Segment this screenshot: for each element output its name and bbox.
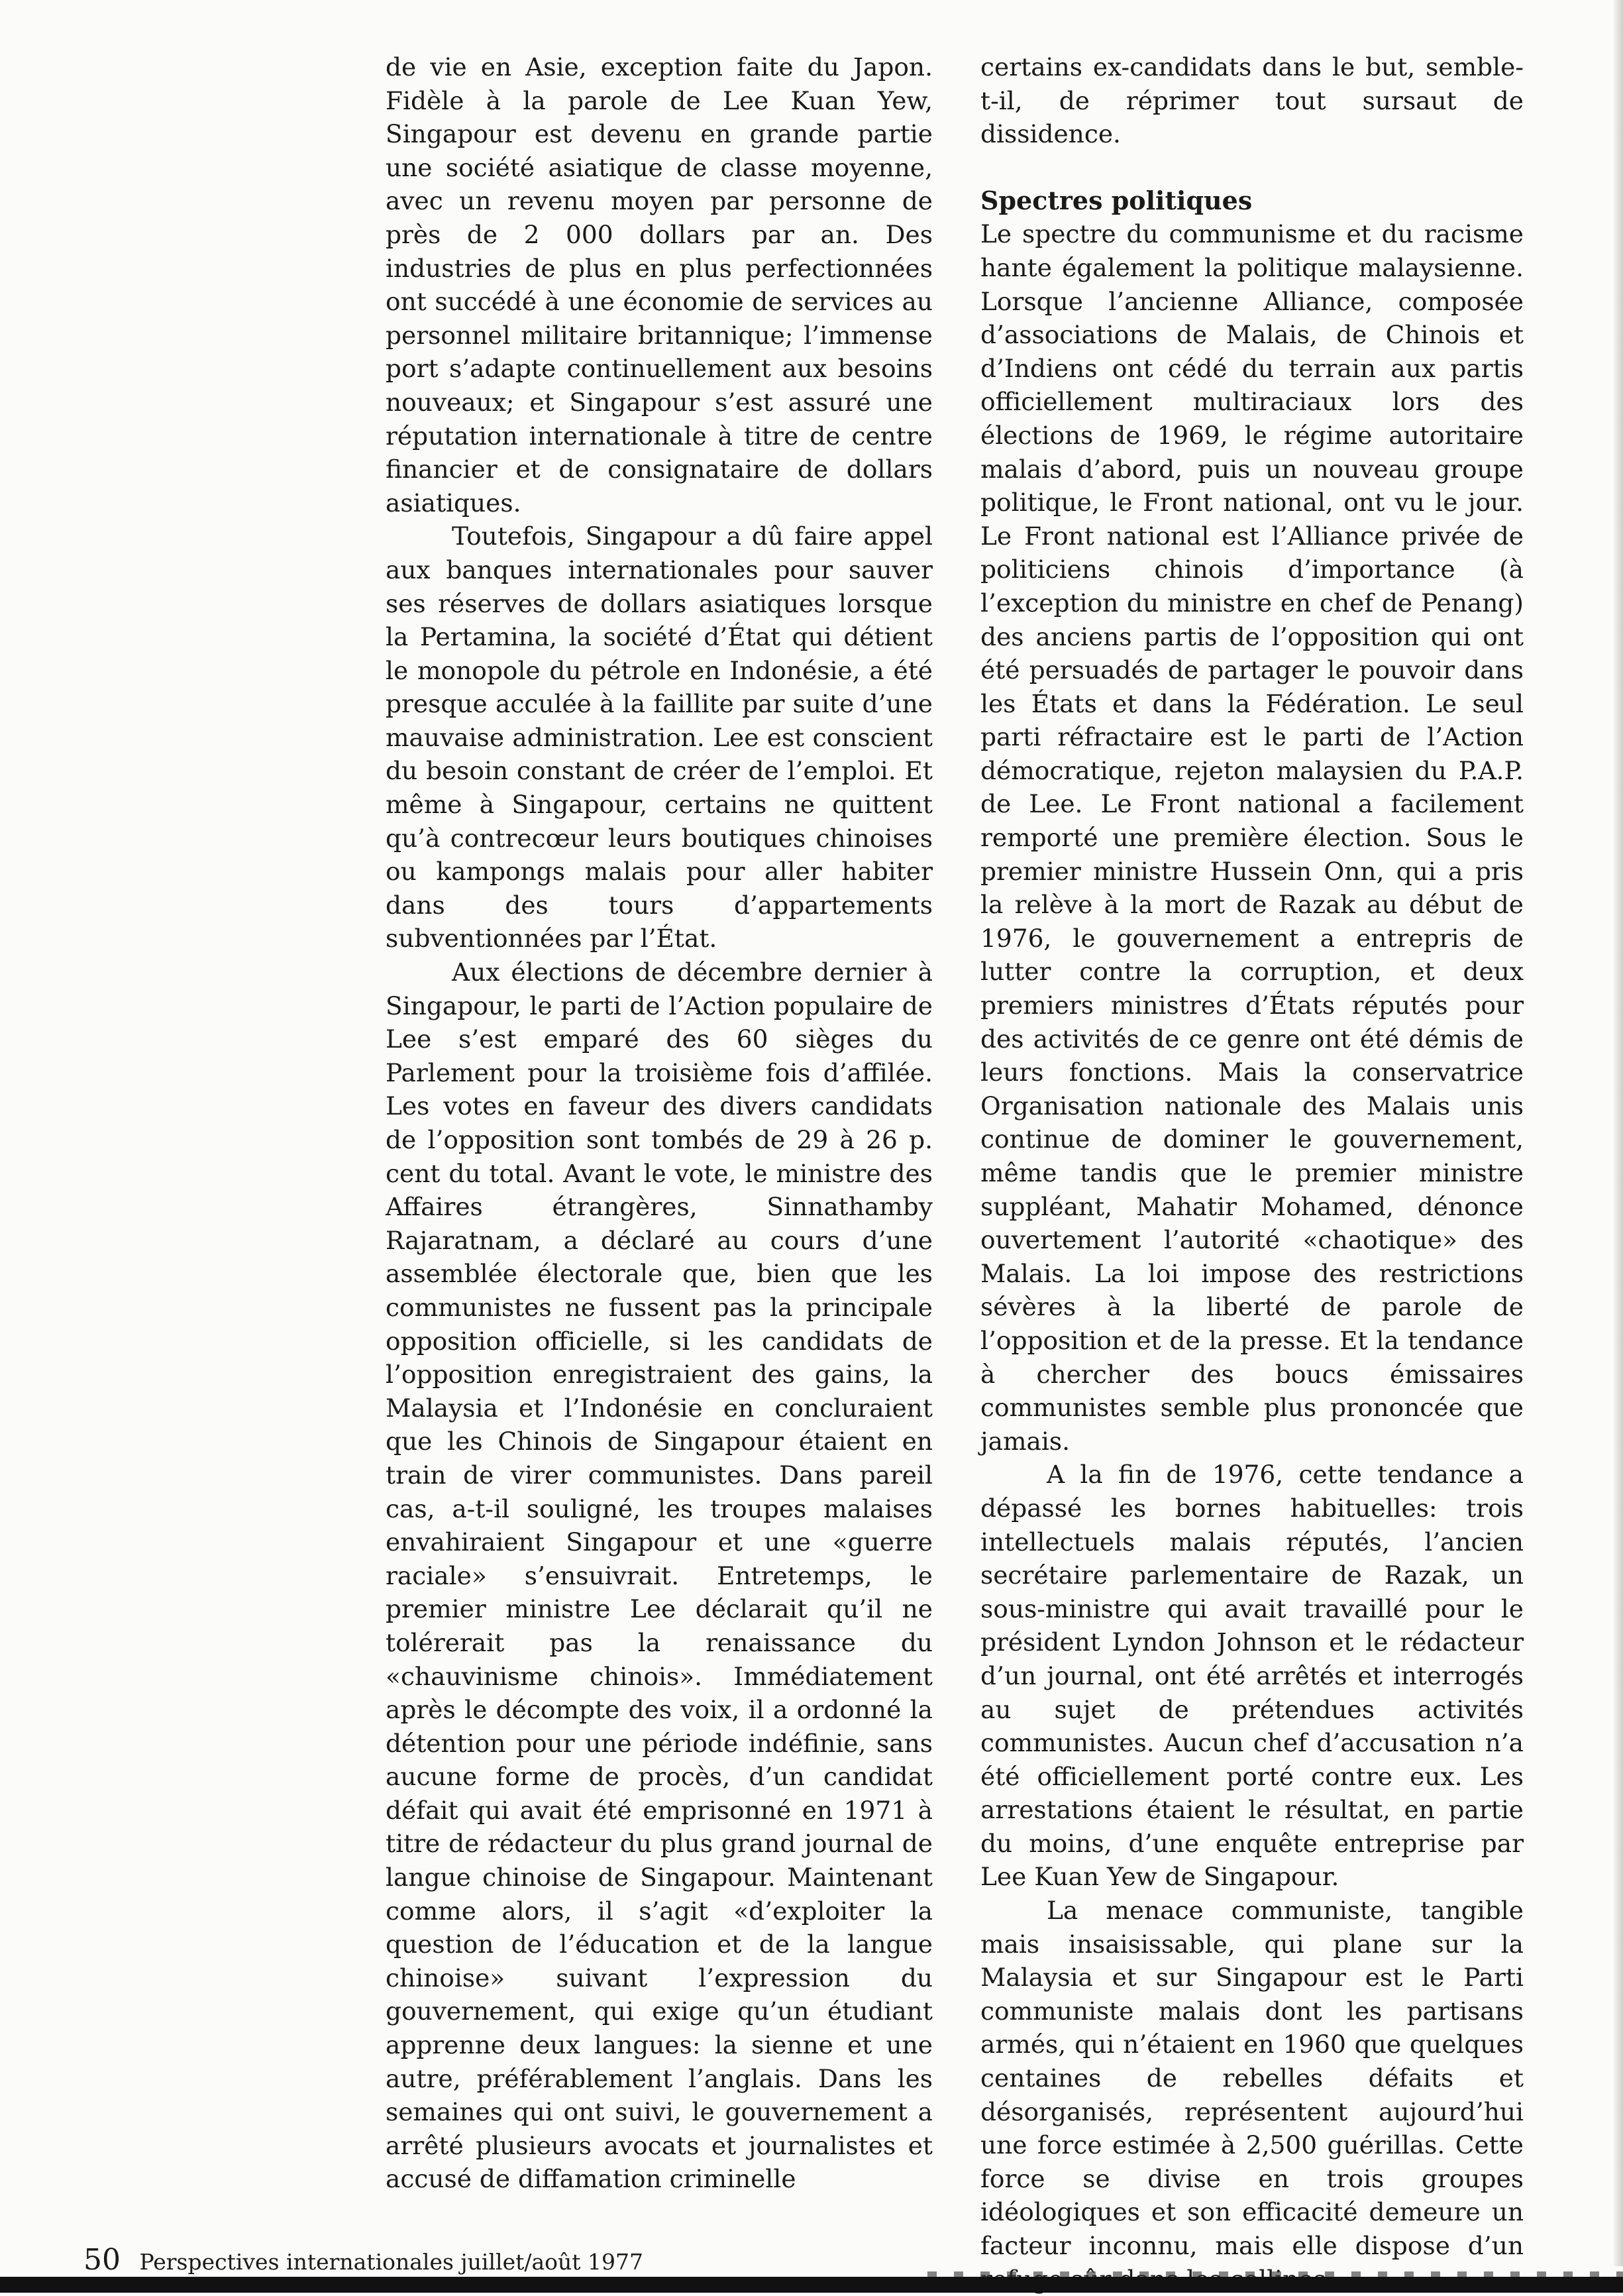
publication-line: Perspectives internationales juillet/août 1977: [139, 2249, 644, 2275]
left-paragraph-3: Aux élections de décembre dernier à Singapour, le parti de l’Action populaire de Lee s’est emparé des 60 sièges du Parlement pour la troisième fois d’affilée. Les votes en faveur des divers candidats de l’opposition sont tombés de 29 à 26 p. cent du total. Avant le vote, le ministre des Affaires étrangères, Sinnathamby Rajaratnam, a déclaré au cours d’une assemblée électorale que, bien que les communistes ne fussent pas la principale opposition officielle, si les candidats de l’opposition enregistraient des gains, la Malaysia et l’Indonésie en concluraient que les Chinois de Singapour étaient en train de virer communistes. Dans pareil cas, a-t-il souligné, les troupes malaises envahiraient Singapour et une «guerre raciale» s’ensuivrait. Entretemps, le premier ministre Lee déclarait qu’il ne tolérerait pas la renaissance du «chauvinisme chinois». Immédiatement après le décompte des voix, il a ordonné la détention pour une période indéfinie, sans aucune forme de procès, d’un candidat défait qui avait été emprisonné en 1971 à titre de rédacteur du plus grand journal de langue chinoise de Singapour. Maintenant comme alors, il s’agit «d’exploiter la question de l’éducation et de la langue chinoise» suivant l’expression du gouvernement, qui exige qu’un étudiant apprenne deux langues: la sienne et une autre, préférablement l’anglais. Dans les semaines qui ont suivi, le gouvernement a arrêté plusieurs avocats et journalistes et accusé de diffamation criminelle: [386, 957, 933, 2194]
right-paragraph-3: La menace communiste, tangible mais insaisissable, qui plane sur la Malaysia et sur Singapour est le Parti communiste malais dont les partisans armés, qui n’étaient en 1960 que quelques centaines de rebelles défaits et désorganisés, représentent aujourd’hui une force estimée à 2,500 guérillas. Cette force se divise en trois groupes idéologiques et son efficacité demeure un facteur inconnu, mais elle dispose d’un: [980, 1896, 1524, 2260]
right-paragraph-1: Le spectre du communisme et du racisme hante également la politique malaysienne. Lorsque l’ancienne Alliance, composée d’associations de Malais, de Chinois et d’Indiens ont cédé du terrain aux partis officiellement multiraciaux lors des élections de 1969, le régime autoritaire malais d’abord, puis un nouveau groupe politique, le Front national, ont vu le jour. Le Front national est l’Alliance privée de politiciens chinois d’importance (à l’exception du ministre en chef de Penang) des anciens partis de l’opposition qui ont été persuadés de partager le pouvoir dans les États et dans la Fédération. Le seul parti réfractaire est le parti de l’Action démocratique, rejeton malaysien du P.A.P. de Lee. Le Front national a facilement remporté une première élection. Sous le premier ministre Hussein Onn, qui a pris la relève à la mort de Razak au début de 1976, le gouvernement a entrepris de lutter contre la corruption, et deux premiers ministres d’États réputés pour des activités de ce genre ont été démis de leurs fonctions. Mais la conservatrice Organisation nationale des Malais unis continue de dominer le gouvernement, même tandis que le premier ministre suppléant, Mahatir Mohamed, dénonce ouvertement l’autorité «chaotique» des Malais. La loi impose des restrictions sévères à la liberté de parole de l’opposition et de la presse. Et la tendance à chercher des boucs émissaires communistes semble plus prononcée que jamais.: [980, 219, 1524, 1456]
right-intro-paragraph: certains ex-candidats dans le but, semble-t-il, de réprimer tout sursaut de dissidence.: [980, 52, 1524, 149]
section-heading: Spectres politiques: [980, 185, 1253, 215]
page-footer: [83, 2243, 644, 2277]
right-paragraph-2: A la fin de 1976, cette tendance a dépassé les bornes habituelles: trois intellectuels malais réputés, l’ancien secrétaire parlementaire de Razak, un sous-ministre qui avait travaillé pour le président Lyndon Johnson et le rédacteur d’un journal, ont été arrêtés et interrogés au sujet de prétendues activités communistes. Aucun chef d’accusation n’a été officiellement porté contre eux. Les arrestations étaient le résultat, en partie du moins, d’une enquête entreprise par Lee Kuan Yew de Singapour.: [980, 1460, 1524, 1892]
left-paragraph-1: de vie en Asie, exception faite du Japon. Fidèle à la parole de Lee Kuan Yew, Singapour est devenu en grande partie une société asiatique de classe moyenne, avec un revenu moyen par personne de près de 2 000 dollars par an. Des industries de plus en plus perfectionnées ont succédé à une économie de services au personnel militaire britannique; l’immense port s’adapte continuellement aux besoins nouveaux; et Singapour s’est assuré une réputation internationale à titre de centre financier et de consignataire de dollars asiatiques.: [386, 52, 933, 518]
left-column: [386, 50, 933, 2196]
left-paragraph-2: Toutefois, Singapour a dû faire appel aux banques internationales pour sauver ses réserves de dollars asiatiques lorsque la Pertamina, la société d’État qui détient le monopole du pétrole en Indonésie, a été presque acculée à la faillite par suite d’une mauvaise administration. Lee est conscient du besoin constant de créer de l’emploi. Et même à Singapour, certains ne quittent qu’à contrecœur leurs boutiques chinoises ou kampongs malais pour aller habiter dans des tours d’appartements subventionnées par l’État.: [386, 521, 933, 954]
right-column: [980, 50, 1524, 2296]
page-number: 50: [83, 2243, 121, 2277]
scan-bottom-noise: [927, 2271, 1623, 2277]
scan-edge-shadow: [1614, 0, 1623, 2266]
scan-bottom-edge: [0, 2277, 1623, 2293]
